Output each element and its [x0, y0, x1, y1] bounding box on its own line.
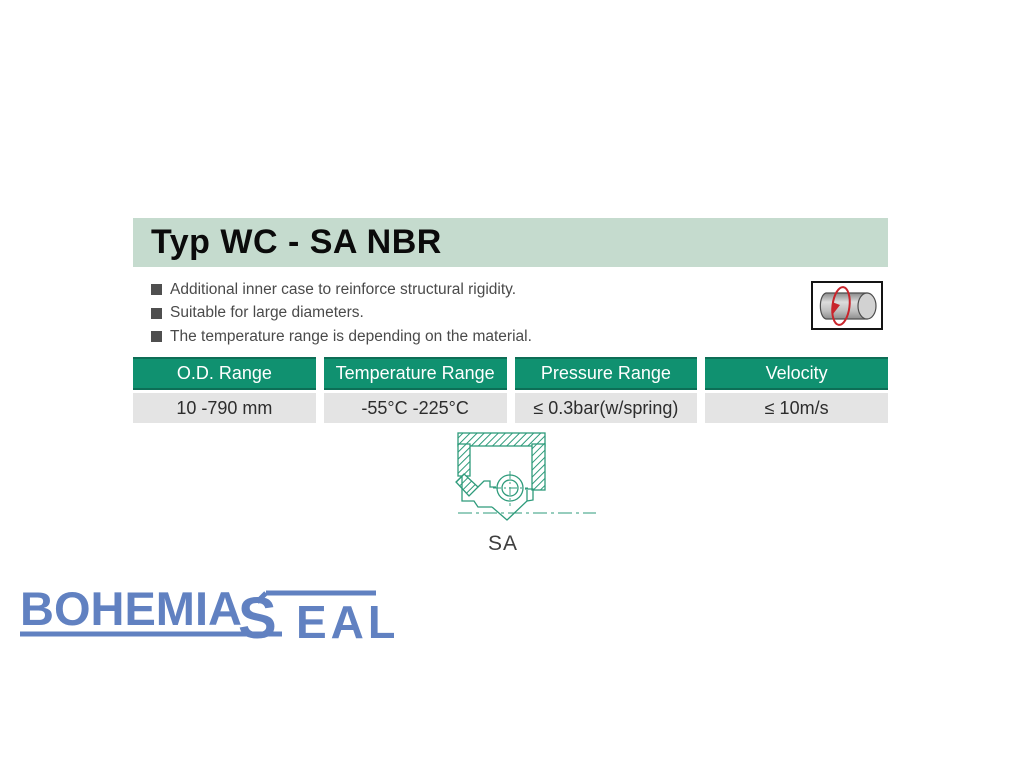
logo-word-bohemia: BOHEMIA — [20, 582, 242, 635]
column-header: Velocity — [705, 357, 888, 390]
square-bullet-icon — [151, 308, 162, 319]
square-bullet-icon — [151, 331, 162, 342]
list-item — [151, 302, 791, 326]
square-bullet-icon — [151, 284, 162, 295]
column-header: Temperature Range — [324, 357, 507, 390]
bohemia-seal-logo — [14, 580, 394, 650]
table-cell: ≤ 10m/s — [705, 393, 888, 423]
logo-letter-s: S — [238, 586, 277, 650]
list-item — [151, 278, 791, 302]
feature-text: The temperature range is depending on the material. — [170, 327, 532, 345]
title-bar — [133, 218, 888, 267]
feature-list — [151, 278, 791, 349]
column-header: Pressure Range — [515, 357, 698, 390]
feature-text: Suitable for large diameters. — [170, 304, 364, 322]
list-item — [151, 325, 791, 349]
rotating-shaft-icon — [811, 281, 883, 330]
diagram-type-label: SA — [487, 532, 518, 555]
shaft-cylinder-graphic — [813, 283, 881, 328]
spec-table — [133, 357, 888, 423]
page-title: Typ WC - SA NBR — [151, 223, 442, 261]
table-cell: 10 -790 mm — [133, 393, 316, 423]
logo-word-eal: EAL — [296, 596, 394, 648]
table-cell: ≤ 0.3bar(w/spring) — [515, 393, 698, 423]
column-header: O.D. Range — [133, 357, 316, 390]
feature-text: Additional inner case to reinforce structural rigidity. — [170, 280, 517, 298]
table-cell: -55°C -225°C — [324, 393, 507, 423]
seal-cross-section-drawing — [430, 430, 600, 530]
